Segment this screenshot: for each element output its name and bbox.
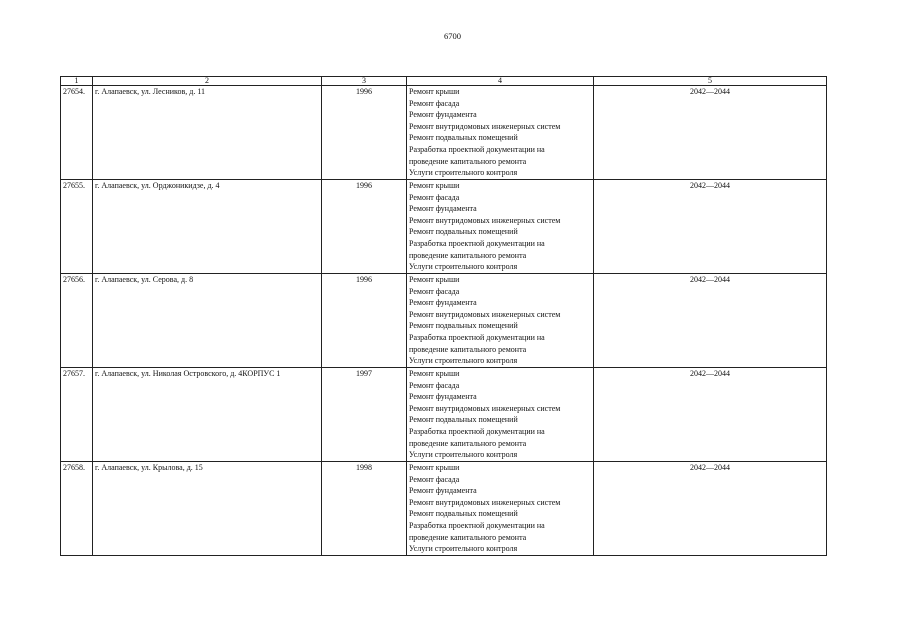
row-address: г. Алапаевск, ул. Лесников, д. 11 [93, 86, 322, 180]
row-period: 2042—2044 [594, 368, 827, 462]
header-col-1: 1 [61, 77, 93, 86]
work-item: Ремонт внутридомовых инженерных систем [409, 403, 561, 413]
work-item: проведение капитального ремонта [409, 438, 527, 448]
work-item: Ремонт внутридомовых инженерных систем [409, 497, 561, 507]
row-year: 1996 [322, 274, 407, 368]
header-col-4: 4 [407, 77, 594, 86]
work-item: Ремонт фундамента [409, 204, 477, 214]
work-item: Разработка проектной документации на [409, 426, 545, 436]
row-works [407, 86, 594, 180]
work-item: проведение капитального ремонта [409, 156, 527, 166]
page-number: 6700 [444, 31, 461, 41]
row-number: 27657. [61, 368, 93, 462]
table-row [61, 368, 827, 462]
row-number: 27656. [61, 274, 93, 368]
work-item: Ремонт крыши [409, 87, 460, 96]
header-col-2: 2 [93, 77, 322, 86]
row-period: 2042—2044 [594, 86, 827, 180]
header-row [61, 77, 827, 86]
repair-schedule-table [60, 76, 827, 556]
row-year: 1996 [322, 86, 407, 180]
row-works [407, 180, 594, 274]
row-works [407, 274, 594, 368]
work-item: Услуги строительного контроля [409, 356, 518, 366]
work-item: Ремонт внутридомовых инженерных систем [409, 121, 561, 131]
row-year: 1997 [322, 368, 407, 462]
work-item: Ремонт фундамента [409, 486, 477, 496]
work-item: Услуги строительного контроля [409, 544, 518, 554]
work-item: Ремонт крыши [409, 275, 460, 284]
work-item: Ремонт крыши [409, 463, 460, 472]
work-item: Ремонт подвальных помещений [409, 227, 518, 237]
work-item: Ремонт внутридомовых инженерных систем [409, 215, 561, 225]
row-period: 2042—2044 [594, 462, 827, 556]
work-item: Ремонт фасада [409, 474, 460, 484]
work-item: Ремонт фасада [409, 192, 460, 202]
row-number: 27654. [61, 86, 93, 180]
work-item: Ремонт подвальных помещений [409, 415, 518, 425]
work-item: Ремонт подвальных помещений [409, 509, 518, 519]
work-item: Услуги строительного контроля [409, 450, 518, 460]
table-row [61, 180, 827, 274]
work-item: Ремонт фасада [409, 380, 460, 390]
row-works [407, 462, 594, 556]
table-row [61, 86, 827, 180]
work-item: Ремонт фундамента [409, 392, 477, 402]
row-number: 27658. [61, 462, 93, 556]
work-item: Разработка проектной документации на [409, 520, 545, 530]
work-item: проведение капитального ремонта [409, 344, 527, 354]
work-item: проведение капитального ремонта [409, 250, 527, 260]
work-item: Ремонт фундамента [409, 298, 477, 308]
row-period: 2042—2044 [594, 180, 827, 274]
work-item: Ремонт подвальных помещений [409, 321, 518, 331]
work-item: Разработка проектной документации на [409, 332, 545, 342]
table-row [61, 274, 827, 368]
work-item: Ремонт фасада [409, 286, 460, 296]
row-year: 1998 [322, 462, 407, 556]
table-row [61, 462, 827, 556]
row-period: 2042—2044 [594, 274, 827, 368]
table-header [61, 77, 827, 86]
row-address: г. Алапаевск, ул. Николая Островского, д. 4КОРПУС 1 [93, 368, 322, 462]
row-address: г. Алапаевск, ул. Крылова, д. 15 [93, 462, 322, 556]
header-col-5: 5 [594, 77, 827, 86]
work-item: Ремонт крыши [409, 181, 460, 190]
row-address: г. Алапаевск, ул. Серова, д. 8 [93, 274, 322, 368]
work-item: Услуги строительного контроля [409, 262, 518, 272]
work-item: Ремонт фасада [409, 98, 460, 108]
row-works [407, 368, 594, 462]
work-item: Услуги строительного контроля [409, 168, 518, 178]
work-item: Ремонт фундамента [409, 110, 477, 120]
work-item: Разработка проектной документации на [409, 238, 545, 248]
work-item: Ремонт внутридомовых инженерных систем [409, 309, 561, 319]
work-item: Ремонт крыши [409, 369, 460, 378]
work-item: проведение капитального ремонта [409, 532, 527, 542]
table-body [61, 86, 827, 556]
row-number: 27655. [61, 180, 93, 274]
work-item: Разработка проектной документации на [409, 144, 545, 154]
work-item: Ремонт подвальных помещений [409, 133, 518, 143]
row-year: 1996 [322, 180, 407, 274]
row-address: г. Алапаевск, ул. Орджоникидзе, д. 4 [93, 180, 322, 274]
header-col-3: 3 [322, 77, 407, 86]
